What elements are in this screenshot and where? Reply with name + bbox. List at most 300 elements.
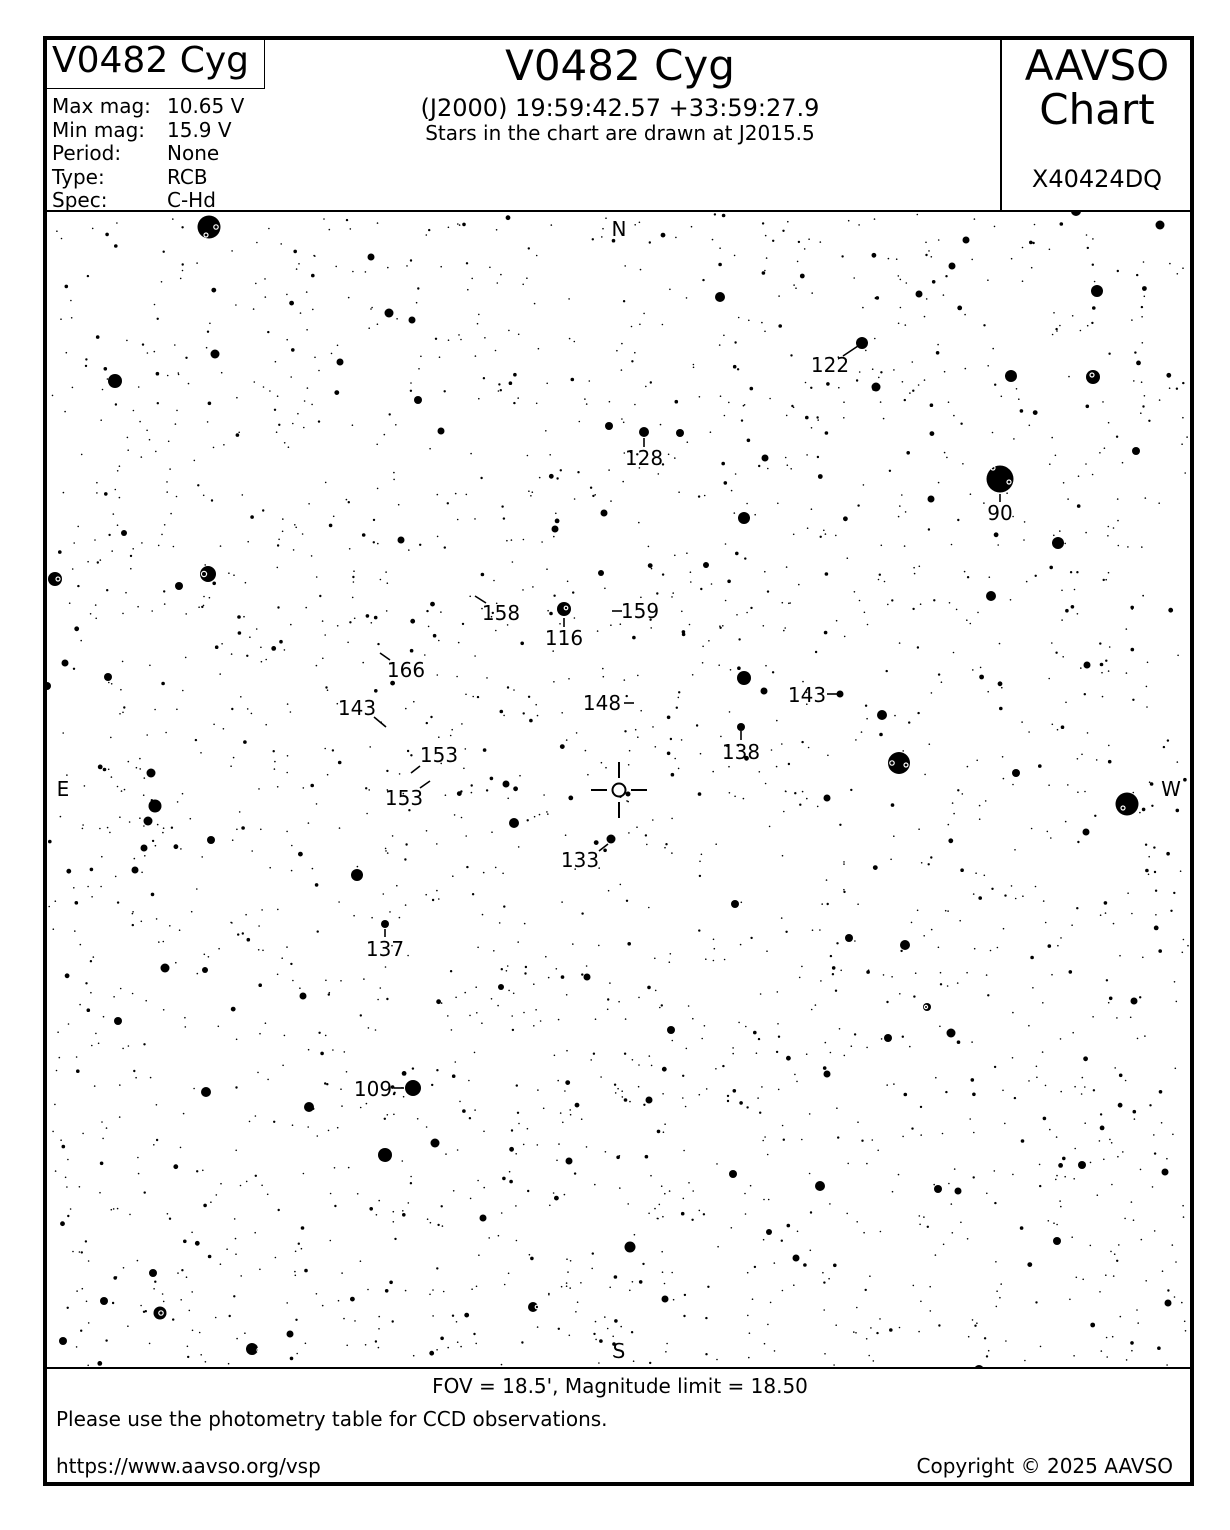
faint-star <box>478 1254 480 1256</box>
faint-star <box>622 481 624 483</box>
faint-star <box>928 528 930 530</box>
faint-star <box>352 271 354 273</box>
faint-star <box>629 1290 631 1292</box>
faint-star <box>657 1130 661 1134</box>
faint-star <box>970 493 972 495</box>
info-value: 10.65 V <box>167 94 245 118</box>
faint-star <box>377 999 379 1001</box>
faint-star <box>236 829 238 831</box>
faint-star <box>1108 572 1110 574</box>
faint-star <box>119 816 121 818</box>
faint-star <box>686 297 688 299</box>
faint-star <box>605 767 607 769</box>
faint-star <box>782 855 784 857</box>
faint-star <box>734 512 736 514</box>
faint-star <box>87 886 89 888</box>
faint-star <box>440 266 442 268</box>
faint-star <box>1154 1152 1156 1154</box>
faint-star <box>577 1301 579 1303</box>
faint-star <box>338 1300 340 1302</box>
faint-star <box>208 402 212 406</box>
faint-star <box>744 557 746 559</box>
faint-star <box>74 626 79 631</box>
faint-star <box>1056 1136 1058 1138</box>
faint-star <box>408 549 410 551</box>
faint-star <box>154 709 156 711</box>
faint-star <box>859 600 861 602</box>
faint-star <box>809 1173 811 1175</box>
faint-star <box>299 987 301 989</box>
faint-star <box>1072 315 1074 317</box>
faint-star <box>258 788 260 790</box>
faint-star <box>1045 1085 1047 1087</box>
faint-star <box>724 959 726 961</box>
faint-star <box>1052 724 1054 726</box>
faint-star <box>462 623 464 625</box>
star <box>947 1029 956 1038</box>
star <box>121 530 127 536</box>
faint-star <box>517 941 519 943</box>
faint-star <box>454 814 456 816</box>
faint-star <box>1161 1122 1163 1124</box>
faint-star <box>57 1031 59 1033</box>
faint-star <box>705 1317 707 1319</box>
star <box>761 688 768 695</box>
faint-star <box>511 539 513 541</box>
faint-star <box>55 1170 57 1172</box>
faint-star <box>575 1103 580 1108</box>
faint-star <box>693 367 695 369</box>
faint-star <box>810 1211 812 1213</box>
faint-star <box>66 1186 68 1188</box>
faint-star <box>648 563 653 568</box>
faint-star <box>246 655 248 657</box>
faint-star <box>832 973 834 975</box>
faint-star <box>498 383 500 385</box>
faint-star <box>787 221 789 223</box>
faint-star <box>1094 281 1096 283</box>
faint-star <box>879 733 883 737</box>
faint-star <box>1158 502 1160 504</box>
faint-star <box>857 1121 859 1123</box>
star <box>202 967 208 973</box>
faint-star <box>163 941 165 943</box>
faint-star <box>909 1046 911 1048</box>
faint-star <box>812 929 814 931</box>
faint-star <box>1174 981 1176 983</box>
star <box>161 964 170 973</box>
faint-star <box>1175 1068 1177 1070</box>
faint-star <box>139 817 141 819</box>
faint-star <box>393 479 395 481</box>
faint-star <box>743 405 745 407</box>
faint-star <box>290 376 292 378</box>
faint-star <box>402 1160 404 1162</box>
faint-star <box>77 526 79 528</box>
faint-star <box>147 352 149 354</box>
star <box>762 455 769 462</box>
faint-star <box>833 1364 835 1366</box>
star <box>211 350 220 359</box>
faint-star <box>1113 923 1115 925</box>
faint-star <box>116 222 118 224</box>
star <box>200 566 216 582</box>
comp-label: 90 <box>987 501 1013 525</box>
faint-star <box>426 830 428 832</box>
faint-star <box>250 515 254 519</box>
brand-aavso: AAVSO <box>1024 41 1170 90</box>
faint-star <box>471 792 473 794</box>
faint-star <box>766 257 768 259</box>
faint-star <box>888 258 890 260</box>
faint-star <box>569 338 571 340</box>
faint-star <box>602 668 604 670</box>
faint-star <box>113 1276 117 1280</box>
faint-star <box>517 397 519 399</box>
faint-star <box>811 1009 813 1011</box>
faint-star <box>1122 1151 1124 1153</box>
faint-star <box>924 379 926 381</box>
faint-star <box>286 831 288 833</box>
faint-star <box>235 1253 237 1255</box>
faint-star <box>79 1186 81 1188</box>
faint-star <box>378 1328 380 1330</box>
faint-star <box>561 712 563 714</box>
faint-star <box>699 1094 701 1096</box>
faint-star <box>972 1319 974 1321</box>
faint-star <box>1002 756 1004 758</box>
faint-star <box>825 1042 827 1044</box>
faint-star <box>386 1290 388 1292</box>
faint-star <box>1057 945 1059 947</box>
faint-star <box>176 410 178 412</box>
faint-star <box>599 1339 603 1343</box>
faint-star <box>975 872 977 874</box>
faint-star <box>570 1114 572 1116</box>
faint-star <box>592 495 594 497</box>
faint-star <box>987 365 989 367</box>
faint-star <box>483 748 487 752</box>
faint-star <box>901 494 903 496</box>
faint-star <box>291 845 293 847</box>
faint-star <box>472 696 474 698</box>
faint-star <box>521 1341 523 1343</box>
faint-star <box>393 1114 395 1116</box>
faint-star <box>811 292 813 294</box>
faint-star <box>201 856 203 858</box>
faint-star <box>537 1089 539 1091</box>
faint-star <box>841 255 843 257</box>
faint-star <box>1133 1110 1137 1114</box>
faint-star <box>304 400 306 402</box>
faint-star <box>277 909 279 911</box>
faint-star <box>832 966 836 970</box>
faint-star <box>203 495 205 497</box>
faint-star <box>918 1331 920 1333</box>
faint-star <box>1173 892 1175 894</box>
faint-star <box>1142 405 1144 407</box>
faint-star <box>166 491 168 493</box>
faint-star <box>634 1234 636 1236</box>
faint-star <box>509 1147 514 1152</box>
faint-star <box>346 1071 348 1073</box>
faint-star <box>805 382 807 384</box>
faint-star <box>115 403 117 405</box>
faint-star <box>441 1002 443 1004</box>
faint-star <box>600 1076 602 1078</box>
faint-star <box>104 492 108 496</box>
faint-star <box>856 379 858 381</box>
faint-star <box>864 612 866 614</box>
faint-star <box>601 762 603 764</box>
faint-star <box>633 1360 635 1362</box>
faint-star <box>945 275 947 277</box>
faint-star <box>1080 667 1082 669</box>
faint-star <box>169 1218 171 1220</box>
faint-star <box>349 621 351 623</box>
faint-star <box>80 640 82 642</box>
faint-star <box>280 243 282 245</box>
faint-star <box>891 976 893 978</box>
faint-star <box>269 390 271 392</box>
faint-star <box>616 350 618 352</box>
faint-star <box>220 1263 222 1265</box>
star <box>729 1170 737 1178</box>
faint-star <box>440 611 442 613</box>
faint-star <box>95 604 97 606</box>
faint-star <box>664 1123 666 1125</box>
faint-star <box>807 527 809 529</box>
faint-star <box>438 898 440 900</box>
faint-star <box>495 350 497 352</box>
faint-star <box>863 1232 865 1234</box>
faint-star <box>369 746 371 748</box>
faint-star <box>639 1280 643 1284</box>
faint-star <box>667 752 671 756</box>
faint-star <box>265 724 267 726</box>
faint-star <box>196 262 198 264</box>
faint-star <box>970 623 972 625</box>
faint-star <box>678 491 680 493</box>
faint-star <box>737 368 739 370</box>
faint-star <box>665 1351 667 1353</box>
faint-star <box>203 596 205 598</box>
faint-star <box>566 1258 568 1260</box>
faint-star <box>799 977 801 979</box>
faint-star <box>1097 1194 1099 1196</box>
faint-star <box>457 1341 459 1343</box>
faint-star <box>1056 1224 1058 1226</box>
faint-star <box>646 844 648 846</box>
faint-star <box>117 901 119 903</box>
star <box>884 1034 892 1042</box>
faint-star <box>154 1281 156 1283</box>
faint-star <box>576 732 578 734</box>
faint-star <box>604 588 606 590</box>
faint-star <box>1092 474 1094 476</box>
faint-star <box>1012 1057 1014 1059</box>
faint-star <box>662 573 664 575</box>
faint-star <box>1028 1025 1030 1027</box>
faint-star <box>1167 1289 1169 1291</box>
faint-star <box>645 1155 649 1159</box>
faint-star <box>180 848 182 850</box>
faint-star <box>906 451 910 455</box>
faint-star <box>365 271 367 273</box>
faint-star <box>103 1016 105 1018</box>
faint-star <box>273 750 275 752</box>
faint-star <box>470 453 472 455</box>
faint-star <box>513 993 515 995</box>
faint-star <box>205 1361 207 1363</box>
faint-star <box>74 930 76 932</box>
faint-star <box>438 736 440 738</box>
faint-star <box>363 978 365 980</box>
faint-star <box>624 730 626 732</box>
star <box>509 818 519 828</box>
faint-star <box>662 1271 664 1273</box>
faint-star <box>281 957 283 959</box>
faint-star <box>235 1238 237 1240</box>
faint-star <box>539 814 541 816</box>
faint-star <box>73 887 75 889</box>
faint-star <box>1136 1309 1138 1311</box>
faint-star <box>621 1090 623 1092</box>
faint-star <box>393 1093 395 1095</box>
faint-star <box>451 729 453 731</box>
star <box>607 835 616 844</box>
faint-star <box>660 424 662 426</box>
star <box>1162 1169 1169 1176</box>
faint-star <box>155 451 157 453</box>
faint-star <box>947 910 949 912</box>
faint-star <box>973 1176 975 1178</box>
faint-star <box>872 368 874 370</box>
faint-star <box>938 1324 940 1326</box>
faint-star <box>135 1077 137 1079</box>
faint-star <box>853 1331 855 1333</box>
star <box>175 582 183 590</box>
faint-star <box>735 552 739 556</box>
star <box>667 1026 675 1034</box>
faint-star <box>260 647 262 649</box>
faint-star <box>913 1285 915 1287</box>
faint-star <box>484 337 486 339</box>
faint-star <box>565 1080 570 1085</box>
faint-star <box>997 947 999 949</box>
faint-star <box>187 1356 189 1358</box>
faint-star <box>461 723 463 725</box>
faint-star <box>797 261 799 263</box>
faint-star <box>339 827 341 829</box>
faint-star <box>1028 731 1030 733</box>
faint-star <box>1133 1219 1135 1221</box>
faint-star <box>238 631 242 635</box>
faint-star <box>1024 521 1026 523</box>
faint-star <box>128 761 130 763</box>
faint-star <box>1183 778 1187 782</box>
faint-star <box>523 539 525 541</box>
faint-star <box>547 813 549 815</box>
faint-star <box>553 595 555 597</box>
faint-star <box>307 1126 309 1128</box>
faint-star <box>474 1052 476 1054</box>
faint-star <box>767 590 769 592</box>
faint-star <box>651 568 653 570</box>
faint-star <box>162 832 164 834</box>
faint-star <box>213 447 215 449</box>
faint-star <box>706 1088 708 1090</box>
star <box>955 1188 962 1195</box>
faint-star <box>1148 874 1150 876</box>
faint-star <box>592 1252 594 1254</box>
faint-star <box>820 536 822 538</box>
faint-star <box>904 399 906 401</box>
faint-star <box>1016 388 1018 390</box>
faint-star <box>607 998 609 1000</box>
faint-star <box>1149 781 1151 783</box>
faint-star <box>1077 841 1079 843</box>
faint-star <box>671 596 673 598</box>
faint-star <box>124 789 126 791</box>
star <box>378 1148 392 1162</box>
faint-star <box>676 707 678 709</box>
star <box>872 383 881 392</box>
faint-star <box>500 389 502 391</box>
faint-star <box>912 608 914 610</box>
faint-star <box>139 768 141 770</box>
faint-star <box>236 397 238 399</box>
faint-star <box>374 689 378 693</box>
faint-star <box>1059 1200 1061 1202</box>
faint-star <box>1158 949 1162 953</box>
faint-star <box>1076 907 1078 909</box>
faint-star <box>263 386 265 388</box>
faint-star <box>348 297 350 299</box>
faint-star <box>123 1267 125 1269</box>
faint-star <box>1021 721 1023 723</box>
faint-star <box>782 602 784 604</box>
faint-star <box>455 997 457 999</box>
faint-star <box>220 545 222 547</box>
faint-star <box>175 423 177 425</box>
faint-star <box>668 454 670 456</box>
star <box>141 845 148 852</box>
faint-star <box>534 303 536 305</box>
faint-star <box>378 1347 380 1349</box>
faint-star <box>541 541 543 543</box>
faint-star <box>661 1004 663 1006</box>
faint-star <box>665 843 667 845</box>
faint-star <box>365 1344 367 1346</box>
faint-star <box>626 695 628 697</box>
star <box>114 1017 122 1025</box>
faint-star <box>366 813 368 815</box>
star <box>480 1215 487 1222</box>
faint-star <box>1177 761 1179 763</box>
faint-star <box>577 471 579 473</box>
comp-label: 109 <box>353 1077 393 1101</box>
faint-star <box>1184 472 1186 474</box>
faint-star <box>274 768 276 770</box>
faint-star <box>1148 420 1150 422</box>
faint-star <box>699 861 701 863</box>
faint-star <box>90 868 94 872</box>
faint-star <box>793 534 795 536</box>
star <box>1053 1237 1061 1245</box>
faint-star <box>760 993 762 995</box>
faint-star <box>1058 1163 1063 1168</box>
